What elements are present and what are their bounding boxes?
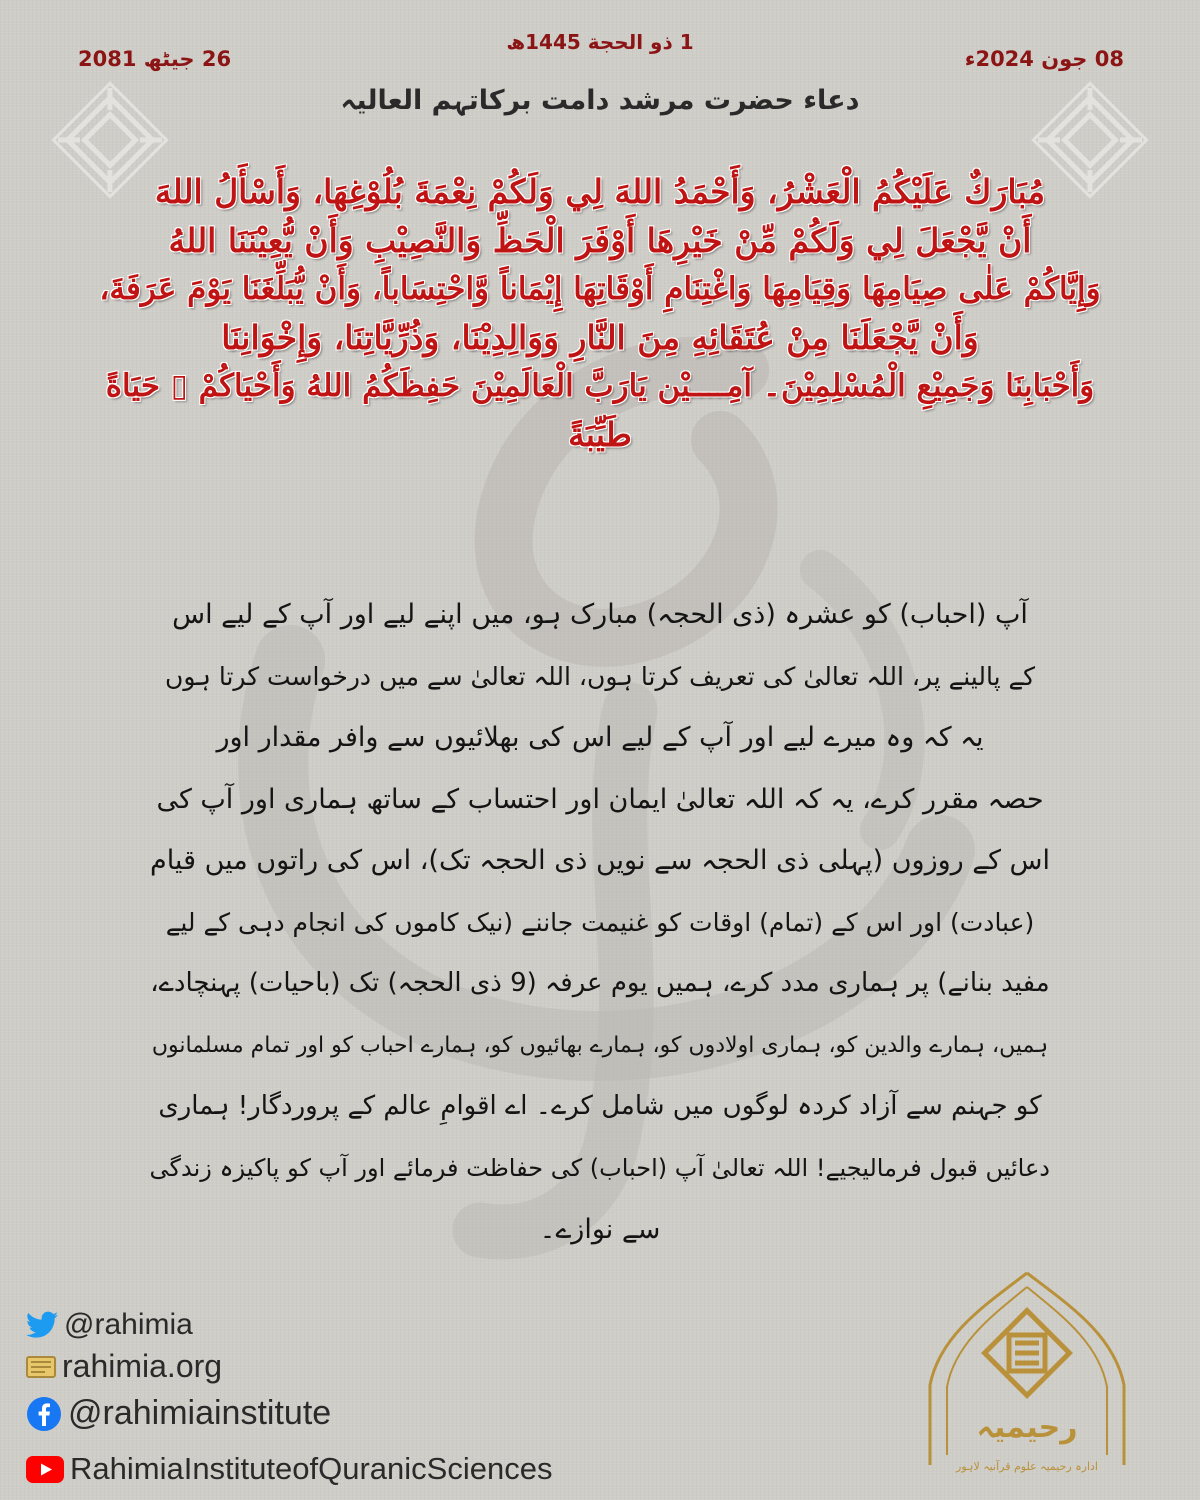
logo-subtitle: ادارہ رحیمیہ علوم قرآنیہ لاہور <box>956 1460 1098 1473</box>
facebook-link[interactable] <box>26 1394 331 1433</box>
rahimia-logo <box>915 1265 1140 1490</box>
website-link[interactable] <box>26 1348 222 1385</box>
logo-name: رحیمیہ <box>976 1410 1078 1445</box>
urdu-translation <box>150 584 1050 1261</box>
urdu-line: کو جہنم سے آزاد کردہ لوگوں میں شامل کرے۔ اے اقوامِ عالم کے پروردگار! ہماری <box>158 1091 1042 1121</box>
arabic-line: وَإِيَّاكُمْ عَلٰى صِيَامِهَا وَقِيَامِهَا وَاغْتِنَامِ أَوْقَاتِهَا إِيْمَاناً وَّاحْتِسَاباً، وَأَنْ يُّبَلِّغَنَا يَوْمَ عَرَفَةَ، <box>99 271 1101 307</box>
urdu-line: (عبادت) اور اس کے (تمام) اوقات کو غنیمت جاننے (نیک کاموں کی انجام دہی کے لیے <box>165 907 1035 937</box>
website-url: rahimia.org <box>62 1348 223 1384</box>
urdu-line: ہمیں، ہمارے والدین کو، ہماری اولادوں کو، ہمارے بھائیوں کو، ہمارے احباب کو اور تمام مسلمانوں <box>151 1032 1049 1058</box>
twitter-bird-icon <box>26 1311 58 1339</box>
arabic-line: أَنْ يَّجْعَلَ لِي وَلَكُمْ مِّنْ خَيْرِهَا أَوْفَرَ الْحَظِّ وَالنَّصِيْبِ وَأَنْ يُّعِيْنَنَا اللهُ <box>168 220 1032 260</box>
urdu-line: یہ کہ وہ میرے لیے اور آپ کے لیے اس کی بھلائیوں سے وافر مقدار اور <box>216 722 984 753</box>
youtube-icon <box>26 1456 64 1483</box>
arabic-line: وَأَحْبَابِنَا وَجَمِيْعِ الْمُسْلِمِيْنَ۔ آمِــــيْن يَارَبَّ الْعَالَمِيْنَ حَفِظَكُمُ اللهُ وَأَحْيَاكُمْ ▯ حَيَاةً <box>105 368 1095 404</box>
twitter-link[interactable] <box>26 1308 193 1342</box>
arabic-supplication <box>95 168 1105 459</box>
urdu-line: کے پالینے پر، اللہ تعالیٰ کی تعریف کرتا ہوں، اللہ تعالیٰ سے میں درخواست کرتا ہوں <box>164 661 1036 691</box>
urdu-line: حصہ مقرر کرے، یہ کہ اللہ تعالیٰ ایمان اور احتساب کے ساتھ ہماری اور آپ کی <box>156 783 1044 815</box>
page-title: دعاء حضرت مرشد دامت برکاتہم العالیہ <box>340 85 860 116</box>
youtube-link[interactable] <box>26 1451 552 1487</box>
arabic-line: وَأَنْ يَّجْعَلَنَا مِنْ عُتَقَائِهِ مِنَ النَّارِ وَوَالِدِيْنَا، وَذُرِّيَّاتِنَا، وَإِخْوَانِنَا <box>221 317 979 357</box>
arabic-line: مُبَارَكٌ عَلَيْكُمُ الْعَشْرُ، وَأَحْمَدُ اللهَ لِي وَلَكُمْ نِعْمَةَ بُلُوْغِهَا، وَأَسْأَلُ اللهَ <box>154 172 1046 211</box>
gregorian-date: 08 جون 2024ء <box>964 47 1124 71</box>
urdu-line: مفید بنانے) پر ہماری مدد کرے، ہمیں یوم عرفہ (9 ذی الحجہ) تک (باحیات) پہنچادے، <box>150 968 1050 998</box>
urdu-line: دعائیں قبول فرمالیجیے! اللہ تعالیٰ آپ (احباب) کی حفاظت فرمائے اور آپ کو پاکیزہ زندگی <box>149 1153 1050 1182</box>
urdu-line: آپ (احباب) کو عشرہ (ذی الحجہ) مبارک ہو، میں اپنے لیے اور آپ کے لیے اس <box>172 599 1028 630</box>
twitter-handle: @rahimia <box>64 1308 193 1341</box>
facebook-handle: @rahimiainstitute <box>68 1394 332 1432</box>
globe-icon <box>26 1354 56 1380</box>
arabic-line: طَيِّبَةً <box>568 414 632 454</box>
vikrami-date: 26 جیٹھ 2081 <box>78 47 232 71</box>
hijri-date: 1 ذو الحجة 1445ھ <box>506 30 694 54</box>
urdu-line: سے نوازے۔ <box>539 1214 661 1245</box>
youtube-channel: RahimiaInstituteofQuranicSciences <box>70 1451 553 1486</box>
facebook-icon <box>26 1396 62 1432</box>
urdu-line: اس کے روزوں (پہلی ذی الحجہ سے نویں ذی الحجہ تک)، اس کی راتوں میں قیام <box>149 845 1050 876</box>
